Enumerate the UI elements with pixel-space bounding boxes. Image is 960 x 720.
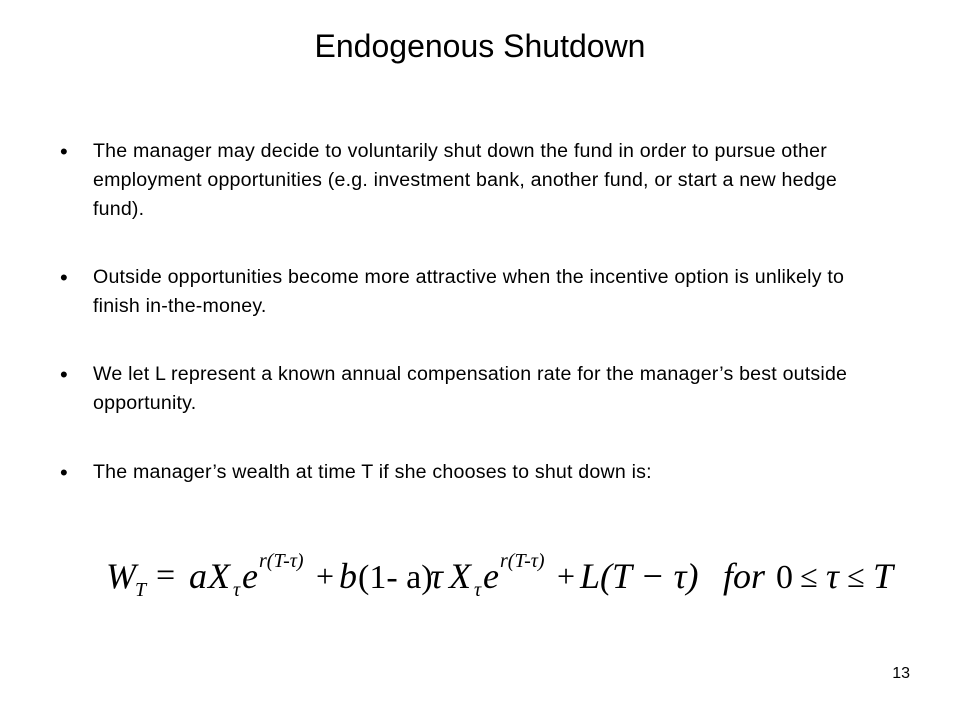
eq-condition-for: for [723, 556, 766, 596]
wealth-equation [100, 540, 900, 610]
bullet-text: Outside opportunities become more attractive when the incentive option is unlikely to finish in-the-money. [93, 266, 845, 317]
eq-L-term: L(T − τ) [580, 556, 699, 596]
eq-W-subscript: T [135, 579, 147, 601]
eq-e: e [242, 556, 258, 596]
bullet-marker: • [60, 362, 68, 387]
bullet-text: The manager’s wealth at time T if she chooses to shut down is: [93, 461, 652, 483]
eq-X-subscript: τ [233, 579, 241, 601]
eq-equals: = [156, 557, 176, 594]
eq-e: e [483, 556, 499, 596]
eq-plus: + [557, 558, 576, 594]
bullet-marker: • [60, 460, 68, 485]
bullet-marker: • [60, 139, 68, 164]
eq-X: X [208, 556, 230, 596]
bullet-text: We let L represent a known annual compensation rate for the manager’s best outside opportunity. [93, 363, 848, 414]
bullet-text: The manager may decide to voluntarily shut down the fund in order to pursue other employment opportunities (e.g. investment bank, another fund, or start a new hedge fund). [93, 140, 837, 220]
eq-condition-T: T [873, 556, 894, 596]
eq-tau: τ [430, 556, 443, 596]
page-number: 13 [892, 665, 910, 682]
eq-condition-tau: τ [826, 556, 839, 596]
eq-X: X [449, 556, 471, 596]
eq-W: W [106, 556, 136, 596]
slide-title: Endogenous Shutdown [314, 28, 646, 64]
eq-condition-le: ≤ [800, 558, 818, 594]
eq-condition-le: ≤ [847, 558, 865, 594]
eq-condition-zero: 0 [776, 559, 793, 596]
eq-X-subscript: τ [474, 579, 482, 601]
eq-exponent: r(T-τ) [500, 550, 545, 572]
eq-one-minus-a: (1- a) [358, 559, 433, 596]
eq-b: b [339, 556, 357, 596]
bullet-marker: • [60, 265, 68, 290]
eq-exponent: r(T-τ) [259, 550, 304, 572]
eq-plus: + [316, 558, 335, 594]
eq-a: a [189, 556, 207, 596]
